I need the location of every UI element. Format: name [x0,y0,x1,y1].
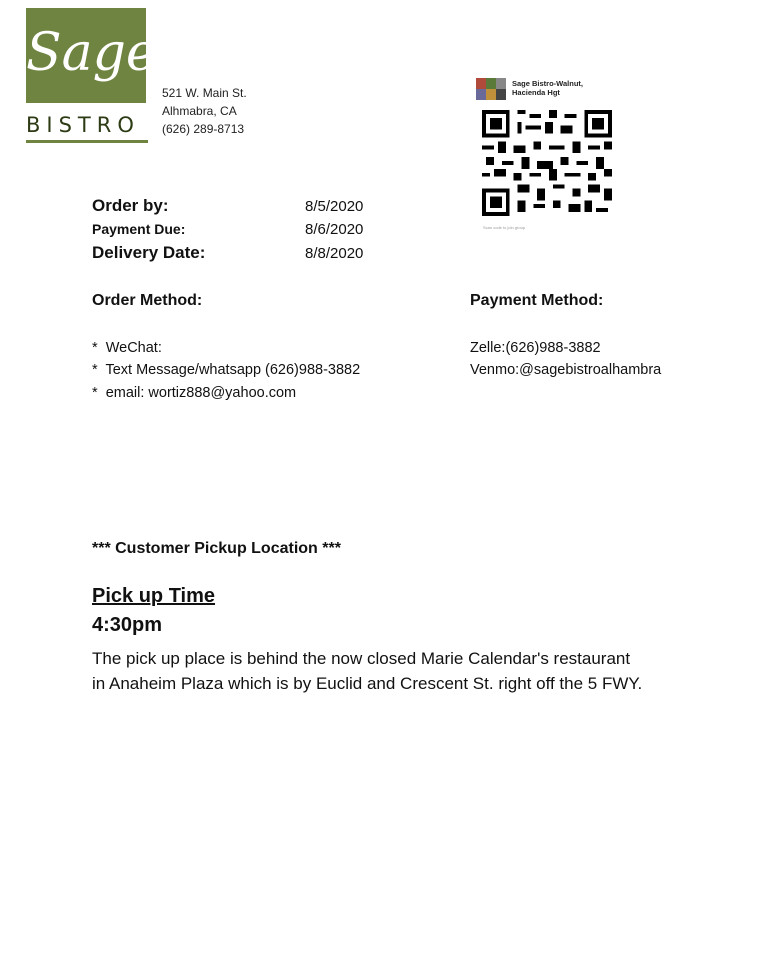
pickup-time-value: 4:30pm [92,614,163,636]
order-by-value: 8/5/2020 [305,198,364,215]
pickup-description-line2: in Anaheim Plaza which is by Euclid and Crescent St. right off the 5 FWY. [92,674,643,693]
order-by-label: Order by: [92,196,169,215]
payment-method-zelle: Zelle:(626)988-3882 [470,340,601,356]
order-method-item-email: * email: wortiz888@yahoo.com [92,385,297,401]
pickup-description-line1: The pick up place is behind the now closed Marie Calendar's restaurant [92,649,631,668]
qr-code-icon [481,110,613,216]
group-thumbnail-icon [476,78,506,100]
logo-underline [26,140,148,143]
qr-caption: Scan code to join group [483,225,526,230]
order-method-heading: Order Method: [92,292,203,309]
address-street: 521 W. Main St. [162,86,247,100]
logo-script-text: Sage [26,23,157,83]
payment-method-venmo: Venmo:@sagebistroalhambra [470,362,662,378]
order-method-item-wechat: * WeChat: [92,340,162,356]
delivery-date-value: 8/8/2020 [305,245,364,262]
pickup-time-heading: Pick up Time [92,585,216,607]
address-phone: (626) 289-8713 [162,122,245,136]
payment-due-label: Payment Due: [92,221,186,237]
payment-due-value: 8/6/2020 [305,221,364,238]
delivery-date-label: Delivery Date: [92,243,206,262]
address-city: Alhmabra, CA [162,104,237,118]
logo-bistro-text: BISTRO [26,113,140,137]
order-method-item-text: * Text Message/whatsapp (626)988-3882 [92,362,361,378]
pickup-location-heading: *** Customer Pickup Location *** [92,540,341,557]
qr-group-title: Sage Bistro-Walnut, Hacienda Hgt [512,79,583,97]
payment-method-heading: Payment Method: [470,292,604,309]
